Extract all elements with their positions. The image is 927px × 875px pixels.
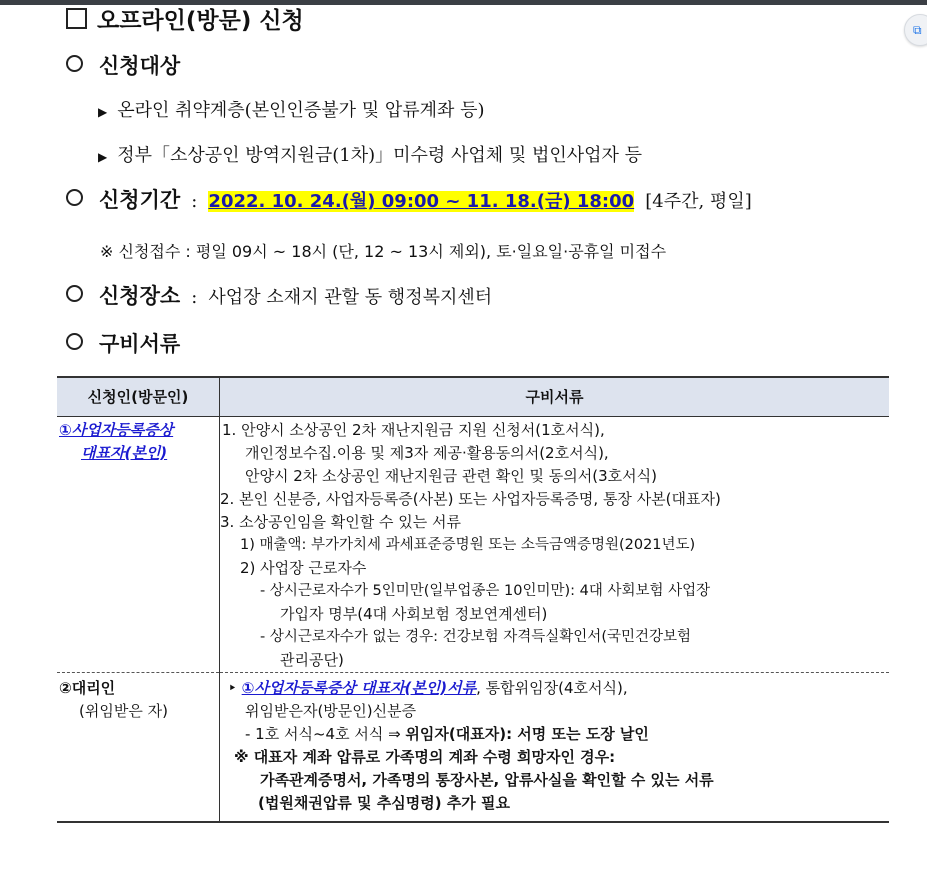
doc-line: - 1호 서식~4호 서식 ⇒ 위임자(대표자): 서명 또는 도장 날인	[245, 725, 649, 743]
doc-line: ※ 대표자 계좌 압류로 가족명의 계좌 수령 희망자인 경우:	[234, 748, 616, 766]
docs-heading: 구비서류	[66, 328, 180, 358]
triangle-bullet-icon: ▶	[98, 105, 108, 119]
doc-line: 관리공단)	[280, 651, 344, 669]
place-line: 신청장소 : 사업장 소재지 관할 동 행정복지센터	[66, 280, 492, 310]
doc-line: - 상시근로자수가 5인미만(일부업종은 10인미만): 4대 사회보험 사업장	[260, 583, 711, 599]
doc-line: 위임받은자(방문인)신분증	[245, 702, 417, 720]
side-panel-button[interactable]	[904, 14, 927, 46]
header-applicant: 신청인(방문인)	[57, 377, 220, 417]
circle-bullet-icon	[66, 333, 83, 350]
circle-bullet-icon	[66, 285, 83, 302]
doc-line: 가족관계증명서, 가족명의 통장사본, 압류사실을 확인할 수 있는 서류	[260, 771, 714, 789]
applicant-self-link[interactable]: ①사업자등록증상	[59, 421, 174, 439]
documents-table	[57, 376, 889, 823]
table-row	[57, 417, 889, 673]
checkbox-square-icon	[66, 8, 87, 29]
period-dates: 2022. 10. 24.(월) 09:00 ~ 11. 18.(금) 18:00	[208, 191, 635, 212]
doc-line: (법원채권압류 및 추심명령) 추가 필요	[258, 794, 510, 812]
target-heading: 신청대상	[66, 50, 180, 80]
doc-line: - 상시근로자수가 없는 경우: 건강보험 자격득실확인서(국민건강보험	[260, 629, 692, 645]
triangle-bullet-icon: ▶	[98, 150, 108, 164]
table-header	[57, 377, 889, 417]
doc-line: 1) 매출액: 부가가치세 과세표준증명원 또는 소득금액증명원(2021년도)	[240, 537, 696, 553]
table-row: ②대리인 (위임받은 자) ‣ ①사업자등록증상 대표자(본인)서류, 통합위임장(4호서식), 위임받은자(방문인)신분증 - 1호 서식~4호 서식 ⇒ 위임자(대표자): 서명 또는 도장 날인 ※ 대표자 계좌 압류로 가족명의 계좌 수령 희망자인 경우: 가족관계증명서, 가족명의 통장사본, 압류사실을 확인할 수 있는 서류 (법원채권압류 및 추심명령) 추가 필요	[57, 673, 889, 823]
circle-bullet-icon	[66, 55, 83, 72]
copy-icon: ⧉	[913, 23, 922, 37]
period-note: ※ 신청접수 : 평일 09시 ~ 18시 (단, 12 ~ 13시 제외), 토·일요일·공휴일 미접수	[100, 242, 667, 261]
header-documents: 구비서류	[220, 377, 890, 417]
target-item-1: ▶ 온라인 취약계층(본인인증불가 및 압류계좌 등)	[98, 100, 485, 121]
applicant-proxy: ②대리인	[59, 679, 116, 697]
period-line: 신청기간 : 2022. 10. 24.(월) 09:00 ~ 11. 18.(금) 18:00 [4주간, 평일]	[66, 184, 752, 214]
doc-line: 개인정보수집.이용 및 제3자 제공·활용동의서(2호서식),	[245, 444, 609, 462]
applicant-proxy-note: (위임받은 자)	[79, 702, 168, 720]
bullet-icon: ‣	[228, 679, 237, 697]
doc-line: 1. 안양시 소상공인 2차 재난지원금 지원 신청서(1호서식),	[222, 421, 605, 439]
doc-line: 안양시 2차 소상공인 재난지원금 관련 확인 및 동의서(3호서식)	[245, 467, 657, 485]
doc-line: 2. 본인 신분증, 사업자등록증(사본) 또는 사업자등록증명, 통장 사본(대표자)	[220, 490, 721, 508]
applicant-self-link-2[interactable]: 대표자(본인)	[81, 444, 168, 462]
doc-line: 가입자 명부(4대 사회보험 정보연계센터)	[280, 605, 548, 623]
doc-line: 3. 소상공인임을 확인할 수 있는 서류	[220, 513, 462, 531]
target-item-2: ▶ 정부「소상공인 방역지원금(1차)」미수령 사업체 및 법인사업자 등	[98, 145, 643, 166]
circle-bullet-icon	[66, 189, 83, 206]
section-title: 오프라인(방문) 신청	[66, 2, 304, 35]
doc-line: 2) 사업장 근로자수	[240, 559, 367, 577]
self-documents-link[interactable]: ①사업자등록증상 대표자(본인)서류	[241, 679, 477, 697]
